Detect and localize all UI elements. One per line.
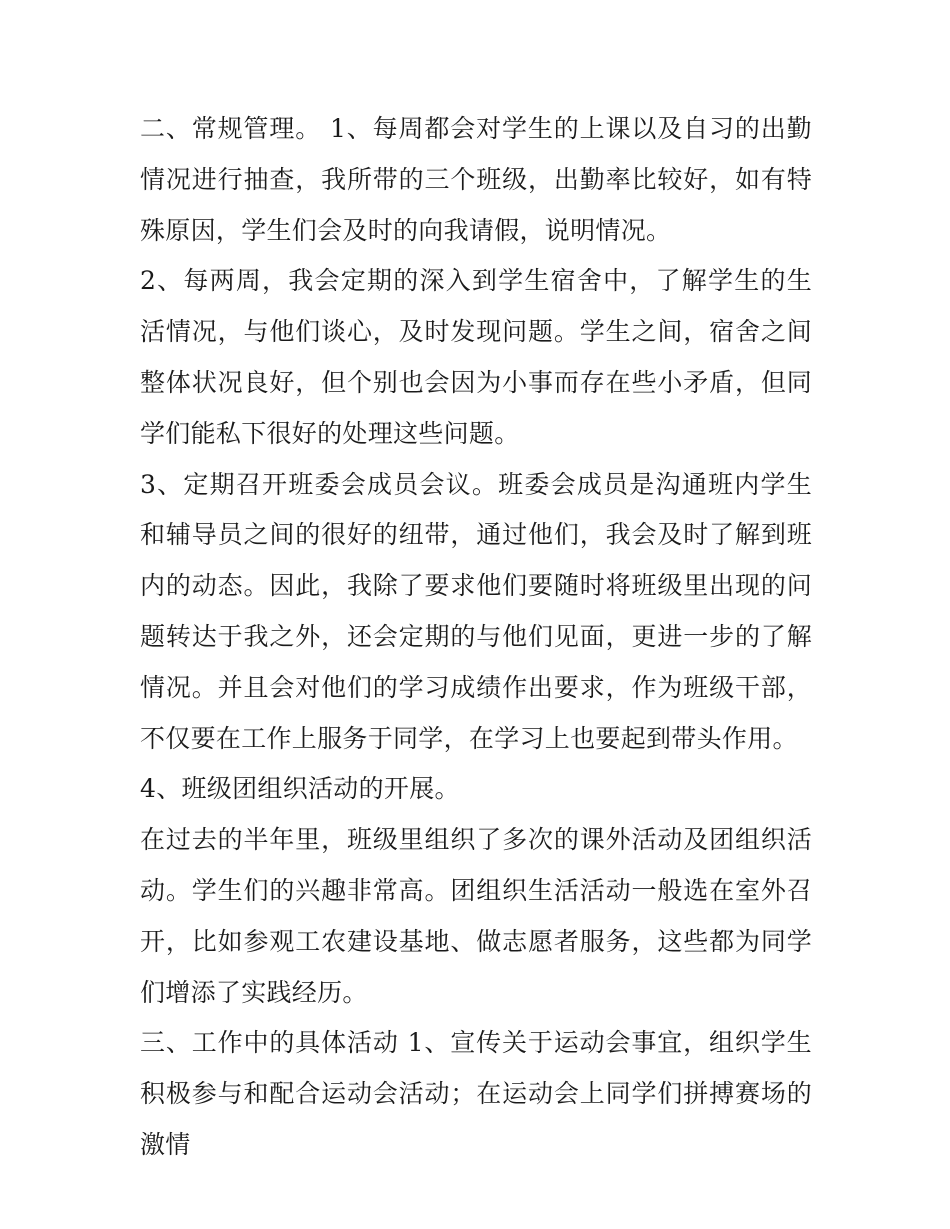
- paragraph-league-activities-heading: 4、班级团组织活动的开展。: [140, 774, 460, 804]
- paragraph-league-activities: 在过去的半年里，班级里组织了多次的课外活动及团组织活动。学生们的兴趣非常高。团组织生活活动一般选在室外召开，比如参观工农建设基地、做志愿者服务，这些都为同学们增添了实践经历。: [140, 825, 812, 1007]
- paragraph-routine-management: 二、常规管理。 1、每周都会对学生的上课以及自习的出勤情况进行抽查，我所带的三个班级，出勤率比较好，如有特殊原因，学生们会及时的向我请假，说明情况。: [140, 114, 812, 245]
- paragraph-dormitory-visits: 2、每两周，我会定期的深入到学生宿舍中，了解学生的生活情况，与他们谈心，及时发现问题。学生之间，宿舍之间整体状况良好，但个别也会因为小事而存在些小矛盾，但同学们能私下很好的处理这些问题。: [140, 266, 812, 448]
- paragraph-specific-activities: 三、工作中的具体活动 1、宣传关于运动会事宜，组织学生积极参与和配合运动会活动；在运动会上同学们拼搏赛场的激情: [140, 1028, 812, 1159]
- paragraph-class-committee: 3、定期召开班委会成员会议。班委会成员是沟通班内学生和辅导员之间的很好的纽带，通过他们，我会及时了解到班内的动态。因此，我除了要求他们要随时将班级里出现的问题转达于我之外，还会定期的与他们见面，更进一步的了解情况。并且会对他们的学习成绩作出要求，作为班级干部，不仅要在工作上服务于同学，在学习上也要起到带头作用。: [140, 469, 812, 753]
- document-body: [140, 104, 812, 1171]
